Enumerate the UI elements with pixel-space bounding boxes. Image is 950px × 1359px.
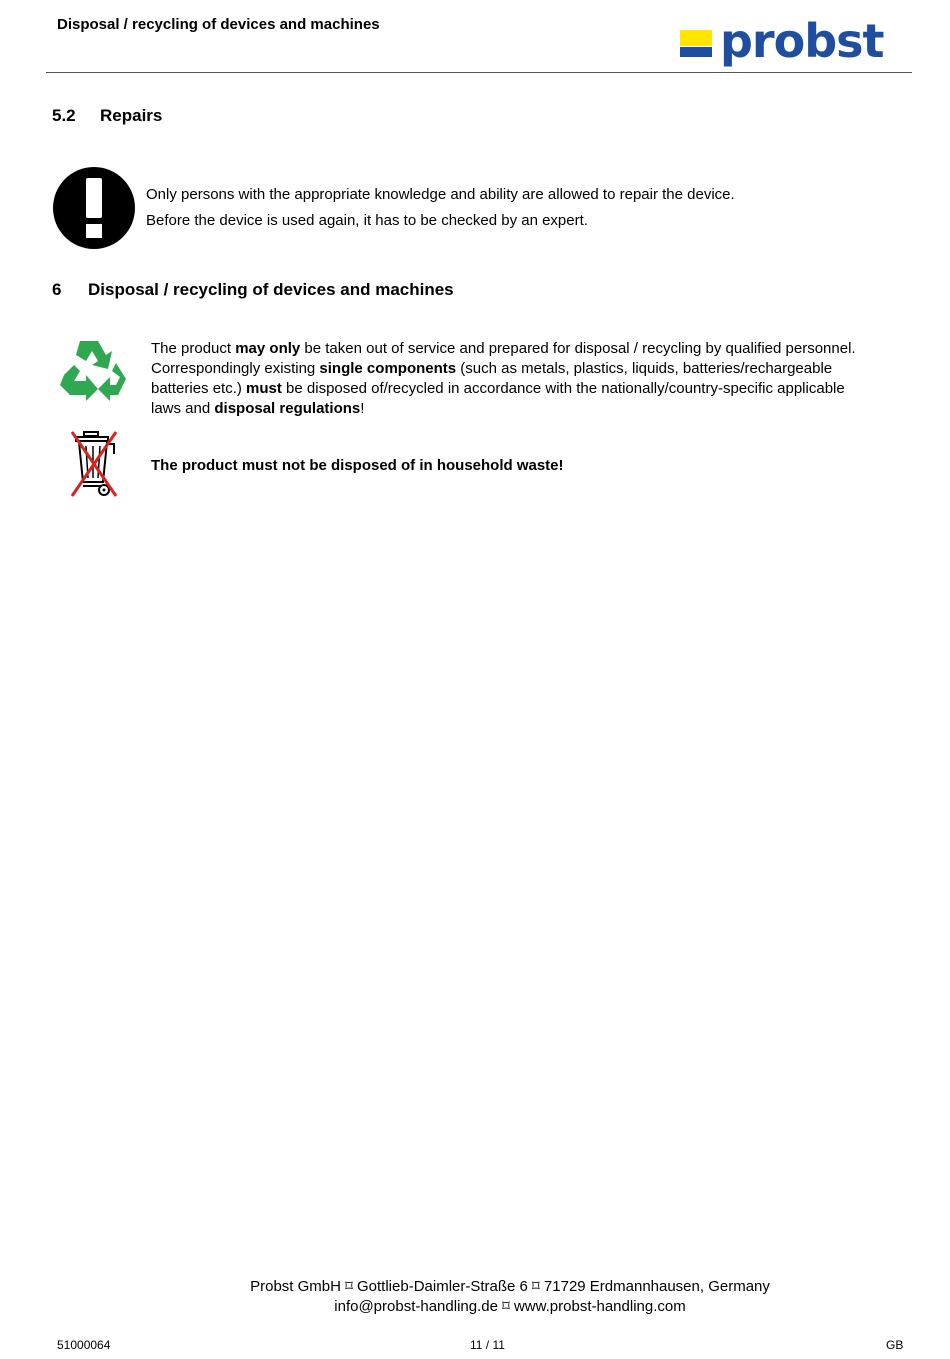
repairs-text-line1: Only persons with the appropriate knowledge and ability are allowed to repair the device.	[146, 186, 735, 203]
footer-language: GB	[886, 1338, 904, 1352]
footer-address-line1: Probst GmbH ⌑ Gottlieb-Daimler-Straße 6 ⌑ 71729 Erdmannhausen, Germany	[250, 1278, 770, 1295]
disposal-line-3: batteries etc.) must be disposed of/recycled in accordance with the nationally/country-specific applicable	[151, 380, 845, 397]
footer-doc-number: 51000064	[57, 1338, 111, 1352]
section-number: 6	[52, 280, 62, 299]
disposal-line-1: The product may only be taken out of service and prepared for disposal / recycling by qualified personnel.	[151, 340, 856, 357]
disposal-line-4: laws and disposal regulations!	[151, 400, 365, 417]
logo-blue-bar	[680, 47, 712, 57]
footer-address-line2: info@probst-handling.de ⌑ www.probst-handling.com	[334, 1298, 686, 1315]
header-divider	[46, 72, 912, 73]
section-title-repairs: Repairs	[100, 106, 163, 125]
footer-page-number: 11 / 11	[470, 1338, 505, 1352]
section-title-disposal: Disposal / recycling of devices and machines	[88, 280, 454, 299]
household-waste-warning: The product must not be disposed of in household waste!	[151, 457, 564, 474]
logo-yellow-bar	[680, 30, 712, 46]
repairs-text-line2: Before the device is used again, it has to be checked by an expert.	[146, 212, 588, 229]
logo-text: probst	[720, 14, 884, 68]
page-header-title: Disposal / recycling of devices and machines	[57, 16, 380, 33]
exclamation-icon	[52, 166, 136, 250]
section-number: 5.2	[52, 106, 76, 125]
crossed-bin-icon	[70, 430, 120, 498]
disposal-paragraph	[151, 339, 911, 419]
disposal-line-2: Correspondingly existing single components (such as metals, plastics, liquids, batteries/rechargeable	[151, 360, 833, 377]
recycle-icon	[58, 337, 132, 409]
probst-logo	[680, 14, 908, 70]
